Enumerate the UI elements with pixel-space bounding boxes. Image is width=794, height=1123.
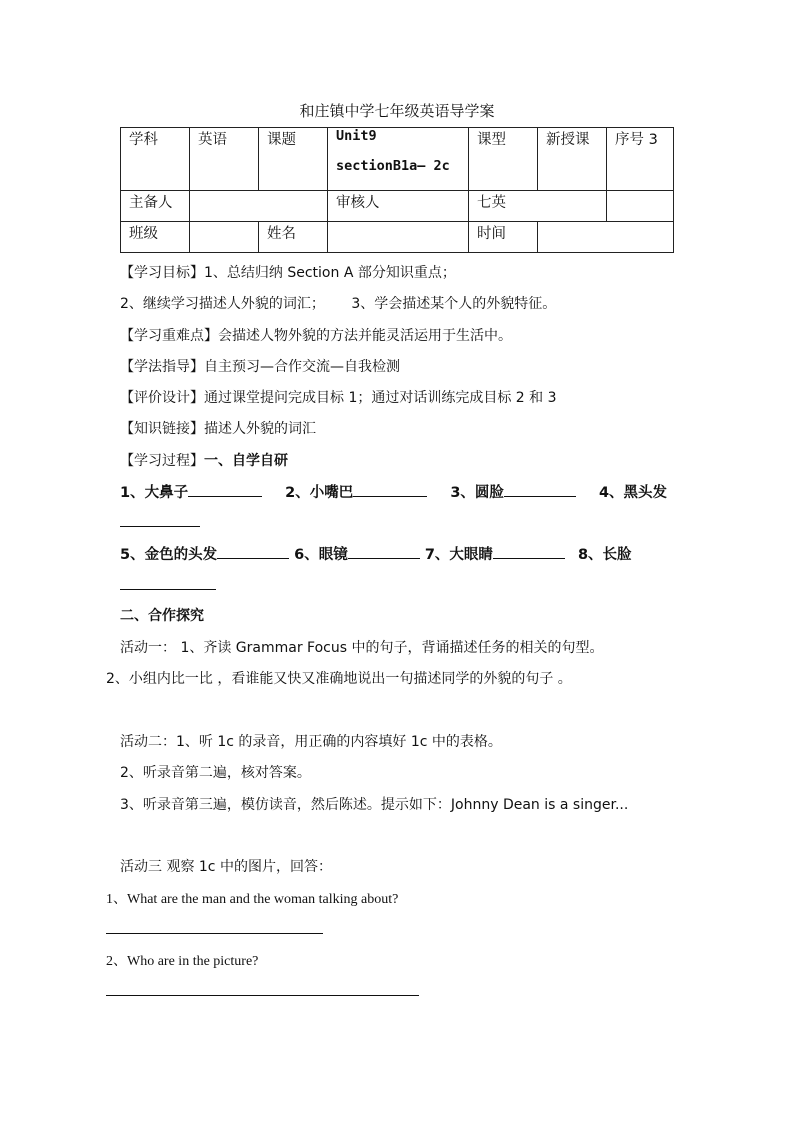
vocab-blank[interactable] [120,589,216,590]
goal-3: 3、学会描述某个人的外貌特征。 [351,296,557,312]
activity-2-step-2: 2、听录音第二遍，核对答案。 [120,765,311,781]
activity-2-step-3: 3、听录音第三遍，模仿读音，然后陈述。提示如下：Johnny Dean is a singer... [120,797,629,813]
type-label: 课型 [469,128,538,191]
learning-process [120,450,288,470]
vocab-item: 3、圆脸 [450,485,504,501]
topic-value-line2: sectionB1a— 2c [336,158,450,174]
serial-number: 序号 3 [607,128,674,191]
section-2-heading: 二、合作探究 [120,608,204,624]
reviewer-label: 审核人 [328,191,469,222]
answer-line-2[interactable] [106,995,419,996]
activity-2-step-1: 活动二：1、听 1c 的录音，用正确的内容填好 1c 中的表格。 [120,734,502,750]
preparer-value [190,191,328,222]
subject-label: 学科 [121,128,190,191]
activity-1-step-2: 2、小组内比一比 ，看谁能又快又准确地说出一句描述同学的外貌的句子 。 [106,671,572,687]
vocab-row-2 [120,543,680,564]
question-2: 2、Who are in the picture? [106,954,259,969]
goal-2: 2、继续学习描述人外貌的词汇； [120,296,325,312]
knowledge-link: 【知识链接】描述人外貌的词汇 [120,421,316,437]
subject-value: 英语 [190,128,259,191]
vocab-blank[interactable] [353,481,427,497]
evaluation-design: 【评价设计】通过课堂提问完成目标 1；通过对话训练完成目标 2 和 3 [120,390,557,406]
method-guide: 【学法指导】自主预习—合作交流—自我检测 [120,359,400,375]
process-title: 一、自学自研 [204,453,288,469]
class-label: 班级 [121,222,190,253]
vocab-item: 8、长脸 [577,547,632,563]
vocab-item: 5、金色的头发 [120,547,218,563]
class-value [190,222,259,253]
vocab-item: 7、大眼睛 [424,547,493,563]
time-value [538,222,674,253]
vocab-blank[interactable] [504,481,576,497]
vocab-item: 4、黑头发 [598,485,668,501]
table-row [121,191,674,222]
topic-value-line1: Unit9 [336,128,377,144]
vocab-blank[interactable] [120,526,200,527]
vocab-blank[interactable] [188,481,262,497]
table-row [121,222,674,253]
answer-line-1[interactable] [106,933,323,934]
key-points: 【学习重难点】会描述人物外貌的方法并能灵活运用于生活中。 [120,328,512,344]
topic-label: 课题 [259,128,328,191]
reviewer-value: 七英 [469,191,607,222]
question-1: 1、What are the man and the woman talking about? [106,892,399,907]
learning-goals-cont [120,293,556,313]
vocab-blank[interactable] [217,543,289,559]
name-value [328,222,469,253]
activity-1-step-1: 活动一： 1、齐读 Grammar Focus 中的句子，背诵描述任务的相关的句型。 [120,640,604,656]
name-label: 姓名 [259,222,328,253]
type-value: 新授课 [538,128,607,191]
time-label: 时间 [469,222,538,253]
learning-goals: 【学习目标】1、总结归纳 Section A 部分知识重点； [120,265,456,281]
activity-3-heading: 活动三 观察 1c 中的图片，回答： [120,859,332,875]
empty-cell [607,191,674,222]
vocab-blank[interactable] [348,543,420,559]
info-table [120,127,674,253]
vocab-blank[interactable] [493,543,565,559]
table-row [121,128,674,191]
vocab-row-1 [120,481,680,502]
topic-value [328,128,469,191]
vocab-item: 6、眼镜 [294,547,348,563]
vocab-item: 1、大鼻子 [120,485,189,501]
vocab-item: 2、小嘴巴 [285,485,354,501]
page-title: 和庄镇中学七年级英语导学案 [299,102,495,120]
preparer-label: 主备人 [121,191,190,222]
process-prefix: 【学习过程】 [120,453,204,469]
